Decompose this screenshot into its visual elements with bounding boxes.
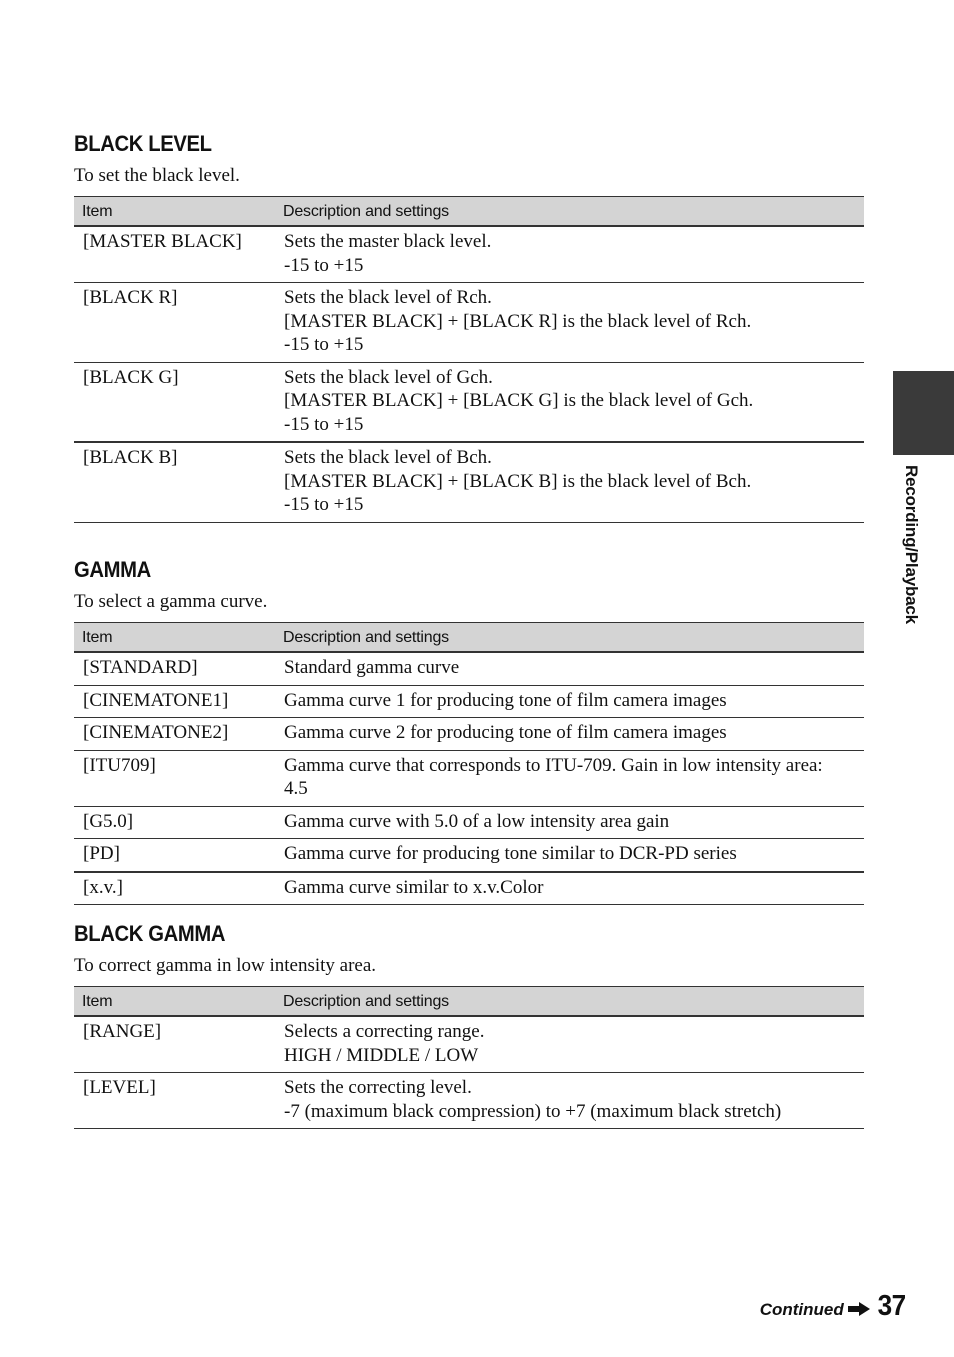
description-line: Sets the black level of Rch. xyxy=(284,287,492,308)
description-line: -15 to +15 xyxy=(284,413,364,435)
item-cell: [PD] xyxy=(74,839,275,872)
description-line: -15 to +15 xyxy=(284,334,364,355)
description-cell xyxy=(275,839,864,872)
table-row xyxy=(74,652,864,685)
column-header-description: Description and settings xyxy=(275,197,864,227)
description-cell xyxy=(275,1073,864,1129)
description-cell xyxy=(275,750,864,806)
description-line: [MASTER BLACK] + [BLACK R] is the black level of Rch. xyxy=(284,310,752,332)
section-intro-black-level: To set the black level. xyxy=(74,165,240,186)
table-black-level xyxy=(74,196,864,523)
table-row xyxy=(74,839,864,872)
side-tab-marker xyxy=(893,371,954,455)
description-line: Gamma curve similar to x.v.Color xyxy=(284,876,544,898)
section-black-gamma xyxy=(74,921,864,1129)
section-intro-black-gamma: To correct gamma in low intensity area. xyxy=(74,955,377,976)
table-row xyxy=(74,718,864,751)
table-row xyxy=(74,362,864,442)
description-line: Sets the black level of Gch. xyxy=(284,366,493,388)
item-cell: [MASTER BLACK] xyxy=(74,226,275,283)
description-cell xyxy=(275,442,864,522)
column-header-description: Description and settings xyxy=(275,987,864,1017)
description-line: [MASTER BLACK] + [BLACK G] is the black level of Gch. xyxy=(284,390,754,411)
table-row xyxy=(74,442,864,522)
page-number: 37 xyxy=(877,1290,906,1322)
table-row xyxy=(74,283,864,363)
table-black-gamma xyxy=(74,986,864,1129)
column-header-item: Item xyxy=(74,987,275,1017)
table-gamma xyxy=(74,622,864,905)
side-tab-label: Recording/Playback xyxy=(902,465,921,624)
description-cell xyxy=(275,283,864,363)
description-line: -15 to +15 xyxy=(284,254,364,276)
section-title-black-gamma: BLACK GAMMA xyxy=(74,921,226,946)
section-black-level xyxy=(74,131,864,523)
table-row xyxy=(74,1073,864,1129)
description-cell xyxy=(275,226,864,283)
item-cell: [x.v.] xyxy=(74,872,275,905)
description-line: Sets the master black level. xyxy=(284,231,492,252)
item-cell: [BLACK R] xyxy=(74,283,275,363)
description-line: -15 to +15 xyxy=(284,494,364,515)
item-cell: [BLACK B] xyxy=(74,442,275,522)
description-cell xyxy=(275,685,864,718)
description-line: Sets the correcting level. xyxy=(284,1077,472,1098)
continued-label: Continued xyxy=(759,1300,844,1319)
column-header-description: Description and settings xyxy=(275,623,864,653)
description-line: Gamma curve for producing tone similar to DCR-PD series xyxy=(284,843,737,864)
description-line: Selects a correcting range. xyxy=(284,1021,485,1042)
item-cell: [CINEMATONE1] xyxy=(74,685,275,718)
description-line: Gamma curve 1 for producing tone of film camera images xyxy=(284,689,727,711)
section-gamma xyxy=(74,557,864,905)
description-line: Sets the black level of Bch. xyxy=(284,447,492,468)
item-cell: [ITU709] xyxy=(74,750,275,806)
item-cell: [BLACK G] xyxy=(74,362,275,442)
description-line: -7 (maximum black compression) to +7 (maximum black stretch) xyxy=(284,1100,782,1122)
table-row xyxy=(74,750,864,806)
description-line: [MASTER BLACK] + [BLACK B] is the black level of Bch. xyxy=(284,470,752,492)
table-row xyxy=(74,1016,864,1073)
description-cell xyxy=(275,1016,864,1073)
column-header-item: Item xyxy=(74,623,275,653)
column-header-item: Item xyxy=(74,197,275,227)
right-arrow-icon xyxy=(848,1302,870,1316)
description-line: 4.5 xyxy=(284,778,308,799)
section-intro-gamma: To select a gamma curve. xyxy=(74,591,268,612)
section-title-gamma: GAMMA xyxy=(74,557,151,582)
description-cell xyxy=(275,718,864,751)
table-row xyxy=(74,685,864,718)
item-cell: [RANGE] xyxy=(74,1016,275,1073)
description-line: HIGH / MIDDLE / LOW xyxy=(284,1044,479,1066)
item-cell: [LEVEL] xyxy=(74,1073,275,1129)
description-cell xyxy=(275,806,864,839)
section-title-black-level: BLACK LEVEL xyxy=(74,131,212,156)
description-cell xyxy=(275,872,864,905)
description-cell xyxy=(275,652,864,685)
table-row xyxy=(74,226,864,283)
item-cell: [STANDARD] xyxy=(74,652,275,685)
description-line: Gamma curve 2 for producing tone of film camera images xyxy=(284,722,727,743)
page-footer xyxy=(760,1290,907,1323)
item-cell: [CINEMATONE2] xyxy=(74,718,275,751)
description-cell xyxy=(275,362,864,442)
table-row xyxy=(74,872,864,905)
table-row xyxy=(74,806,864,839)
description-line: Gamma curve that corresponds to ITU-709. Gain in low intensity area: xyxy=(284,754,823,776)
description-line: Standard gamma curve xyxy=(284,657,460,678)
description-line: Gamma curve with 5.0 of a low intensity area gain xyxy=(284,810,670,832)
item-cell: [G5.0] xyxy=(74,806,275,839)
